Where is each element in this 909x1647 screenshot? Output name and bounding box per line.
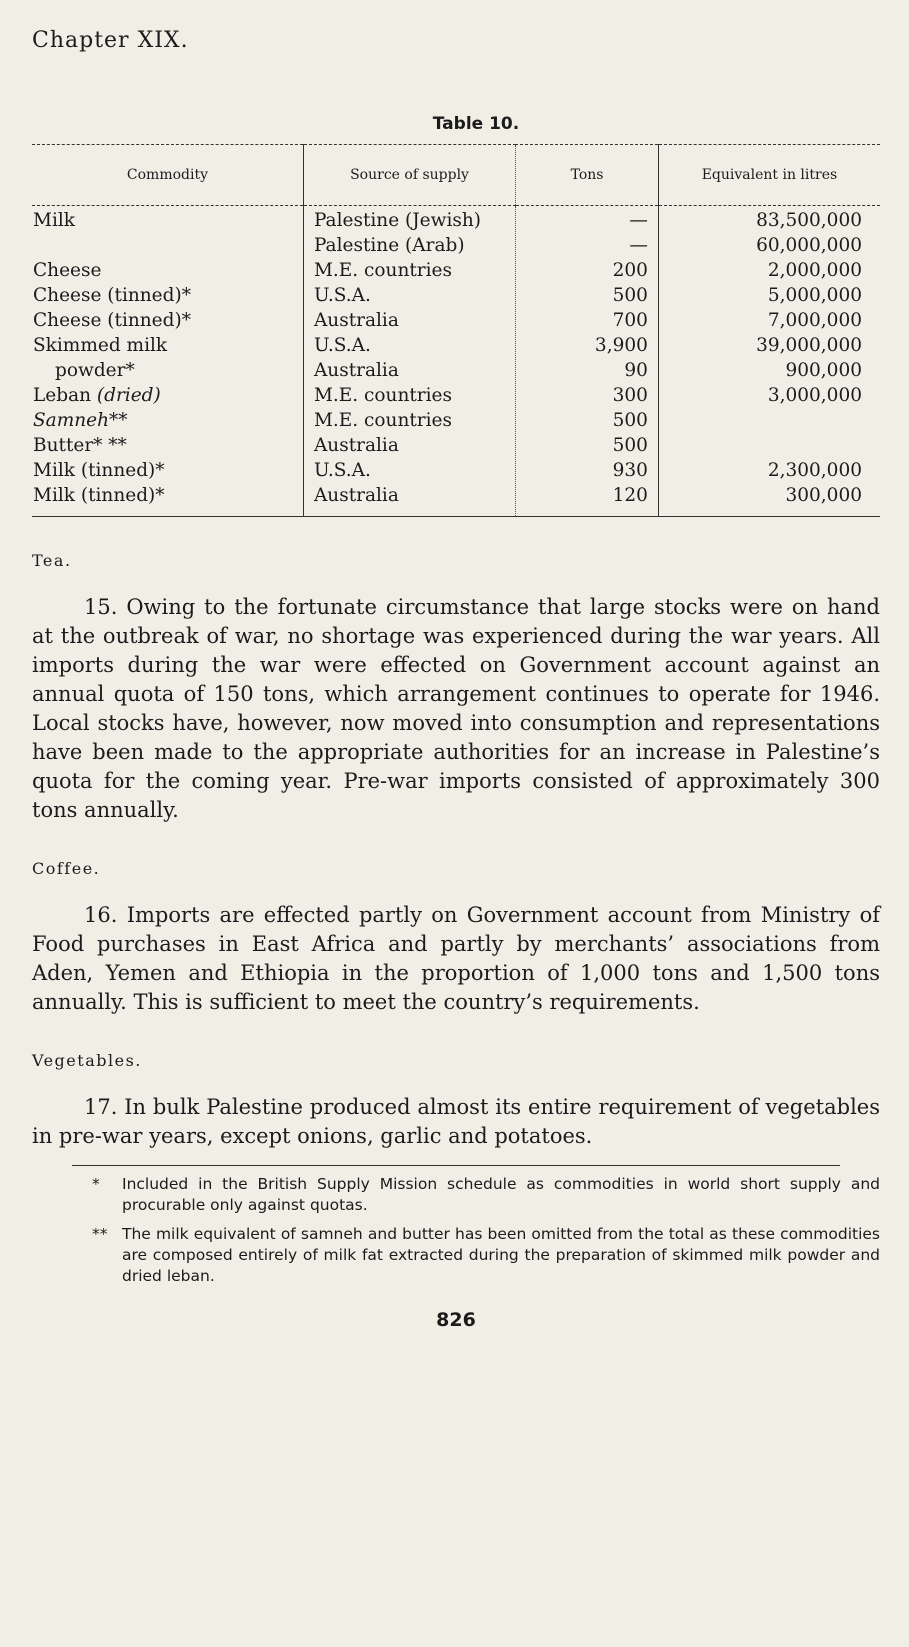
table-cell: powder*	[55, 360, 135, 381]
table-cell: 200	[612, 260, 648, 281]
table-cell: U.S.A.	[313, 460, 371, 481]
table-cell: U.S.A.	[313, 285, 371, 306]
table-cell	[660, 408, 862, 433]
source-column	[303, 206, 515, 517]
table-cell: Palestine (Jewish)	[313, 210, 481, 231]
table-cell: Skimmed milk	[33, 335, 168, 356]
table-cell: 39,000,000	[756, 335, 862, 356]
table-cell: 90	[624, 360, 648, 381]
section-heading-vegetables: Vegetables.	[32, 1051, 142, 1070]
table-title: Table 10.	[432, 114, 520, 134]
footnote-text: The milk equivalent of samneh and butter has been omitted from the total as these commodities are composed entirely of milk fat extracted during the preparation of skimmed milk powder and dried leban.	[122, 1225, 880, 1285]
footnote-divider	[72, 1165, 840, 1166]
footnote-mark: **	[92, 1225, 108, 1243]
paragraph-vegetables: 17. In bulk Palestine produced almost its entire requirement of vegetables in pre-war years, except onions, garlic and potatoes.	[32, 1095, 880, 1148]
table-cell-samneh: Samneh**	[33, 410, 128, 431]
chapter-heading: Chapter XIX.	[32, 28, 189, 53]
footnote	[32, 1224, 880, 1287]
table-cell: M.E. countries	[313, 260, 452, 281]
header-litres: Equivalent in litres	[658, 145, 880, 206]
table-cell: 300,000	[785, 485, 862, 506]
footnote-text: Included in the British Supply Mission schedule as commodities in world short supply and procurable only against quotas.	[122, 1175, 880, 1214]
table-cell: 2,300,000	[767, 460, 862, 481]
commodity-column	[32, 206, 303, 517]
table-cell: 500	[612, 435, 648, 456]
table-cell: 3,000,000	[767, 385, 862, 406]
paragraph-coffee: 16. Imports are effected partly on Government account from Ministry of Food purchases in East Africa and partly by merchants’ associations from Aden, Yemen and Ethiopia in the proportion of 1,000 tons and 1,500 tons annually. This is sufficient to meet the country’s requirements.	[32, 903, 880, 1014]
table-cell: U.S.A.	[313, 335, 371, 356]
table-cell: 3,900	[594, 335, 648, 356]
italic-qualifier: (dried)	[96, 385, 161, 406]
table-cell: Cheese (tinned)*	[33, 310, 191, 331]
table-cell: M.E. countries	[313, 385, 452, 406]
table-cell: —	[629, 235, 648, 256]
table-cell: —	[629, 210, 648, 231]
page-number: 826	[436, 1309, 476, 1331]
tons-column	[516, 206, 659, 517]
table-cell: 700	[612, 310, 648, 331]
header-tons: Tons	[516, 145, 659, 206]
table-cell: M.E. countries	[313, 410, 452, 431]
table-cell: 300	[612, 385, 648, 406]
table-cell: Palestine (Arab)	[313, 235, 465, 256]
table-cell: Australia	[313, 310, 399, 331]
table-cell: Cheese (tinned)*	[33, 285, 191, 306]
section-heading-coffee: Coffee.	[32, 859, 101, 878]
table-cell: Cheese	[33, 260, 102, 281]
table-cell: Milk	[33, 210, 75, 231]
document-page	[32, 28, 880, 1331]
table-cell: 500	[612, 285, 648, 306]
footnote-mark: *	[92, 1175, 100, 1193]
table-cell-leban: Leban (dried)	[33, 385, 161, 406]
table-cell: 2,000,000	[767, 260, 862, 281]
table-cell: 500	[612, 410, 648, 431]
table-cell: Australia	[313, 485, 399, 506]
footnote	[32, 1174, 880, 1216]
table-cell: 120	[612, 485, 648, 506]
table-body-row	[32, 206, 880, 517]
table-cell: Australia	[313, 360, 399, 381]
table-cell: 900,000	[785, 360, 862, 381]
paragraph-tea: 15. Owing to the fortunate circumstance that large stocks were on hand at the outbreak of war, no shortage was experienced during the war years. All imports during the war were effected on Government account against an annual quota of 150 tons, which arrangement continues to operate for 1946. Local stocks have, however, now moved into consumption and representations have been made to the appropriate authorities for an increase in Palestine’s quota for the coming year. Pre-war imports consisted of approximately 300 tons annually.	[32, 595, 880, 822]
table-cell: Milk (tinned)*	[33, 485, 165, 506]
table-cell: 930	[612, 460, 648, 481]
table-cell: Milk (tinned)*	[33, 460, 165, 481]
header-source: Source of supply	[303, 145, 515, 206]
section-heading-tea: Tea.	[32, 551, 72, 570]
header-commodity: Commodity	[32, 145, 303, 206]
table-cell	[660, 433, 862, 458]
table-cell: Australia	[313, 435, 399, 456]
table-cell: 5,000,000	[767, 285, 862, 306]
table-cell: 60,000,000	[756, 235, 862, 256]
table-cell: 83,500,000	[756, 210, 862, 231]
litres-column	[658, 206, 880, 517]
table-cell: 7,000,000	[767, 310, 862, 331]
table-header-row	[32, 145, 880, 206]
commodity-table	[32, 144, 880, 517]
table-cell	[33, 233, 302, 258]
table-cell: Butter* **	[33, 435, 127, 456]
